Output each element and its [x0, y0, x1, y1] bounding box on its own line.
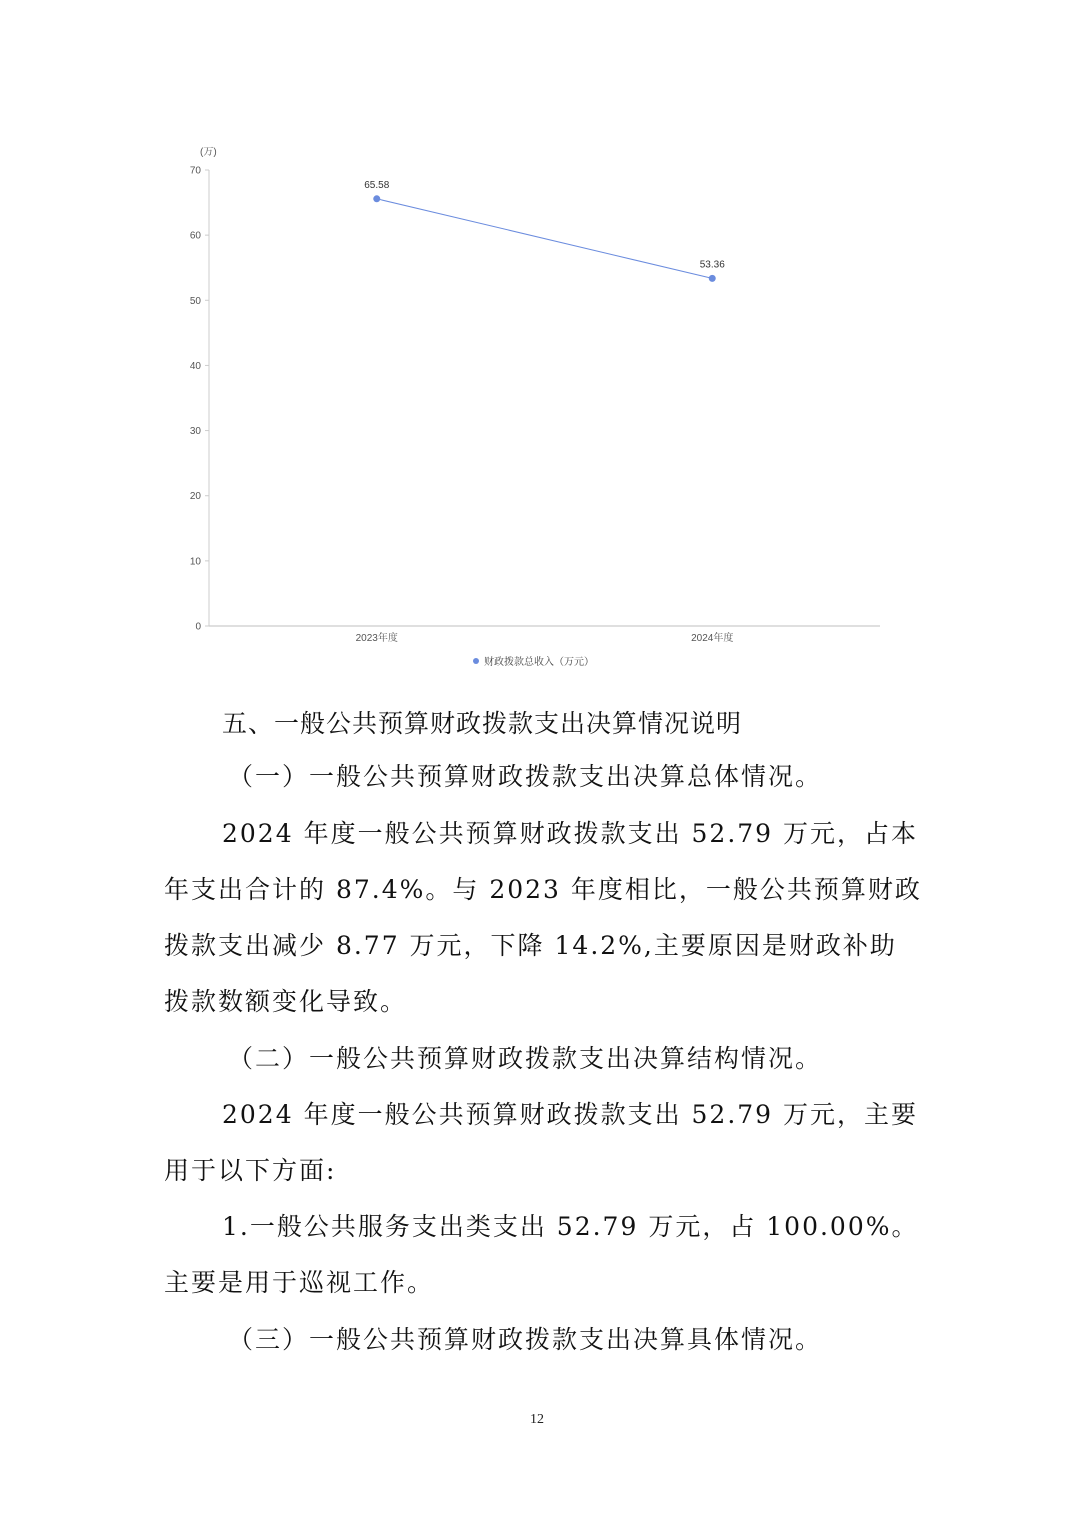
- series-line: [377, 199, 713, 279]
- page-number: 12: [530, 1412, 544, 1427]
- item-1-line-1: 1.一般公共服务支出类支出 52.79 万元，占 100.00%。: [222, 1212, 919, 1241]
- item-1-line-2: 主要是用于巡视工作。: [164, 1268, 435, 1297]
- paragraph-2-line-2: 用于以下方面:: [164, 1156, 337, 1185]
- subsection-heading-3: （三）一般公共预算财政拨款支出决算具体情况。: [228, 1325, 823, 1354]
- y-tick-label: 20: [189, 491, 201, 503]
- legend-marker: [473, 658, 479, 664]
- y-tick-label: 0: [195, 621, 201, 633]
- subsection-heading-1: （一）一般公共预算财政拨款支出决算总体情况。: [228, 762, 823, 791]
- x-tick-label: 2024年度: [691, 633, 734, 644]
- data-label: 53.36: [699, 259, 725, 271]
- paragraph-1-line-4: 拨款数额变化导致。: [164, 987, 408, 1016]
- legend: [473, 655, 594, 668]
- subsection-heading-2: （二）一般公共预算财政拨款支出决算结构情况。: [228, 1044, 823, 1073]
- legend-label: 财政拨款总收入（万元）: [484, 657, 594, 668]
- y-tick-label: 70: [189, 165, 201, 177]
- paragraph-2-line-1: 2024 年度一般公共预算财政拨款支出 52.79 万元，主要: [222, 1100, 919, 1129]
- paragraph-1-line-3: 拨款支出减少 8.77 万元，下降 14.2%,主要原因是财政补助: [164, 931, 897, 960]
- paragraph-1-line-2: 年支出合计的 87.4%。与 2023 年度相比，一般公共预算财政: [164, 875, 922, 904]
- y-tick-label: 30: [189, 426, 201, 438]
- data-label: 65.58: [364, 179, 390, 191]
- data-point: [709, 275, 716, 282]
- data-point: [373, 195, 380, 202]
- section-heading: 五、一般公共预算财政拨款支出决算情况说明: [222, 709, 743, 738]
- line-chart: [0, 0, 1074, 680]
- y-tick-label: 40: [189, 360, 201, 372]
- y-tick-label: 60: [189, 230, 201, 242]
- x-tick-label: 2023年度: [355, 633, 398, 644]
- y-tick-label: 50: [189, 295, 201, 307]
- paragraph-1-line-1: 2024 年度一般公共预算财政拨款支出 52.79 万元，占本: [222, 819, 919, 848]
- y-tick-label: 10: [189, 556, 201, 568]
- y-axis-unit-label: (万): [200, 147, 217, 158]
